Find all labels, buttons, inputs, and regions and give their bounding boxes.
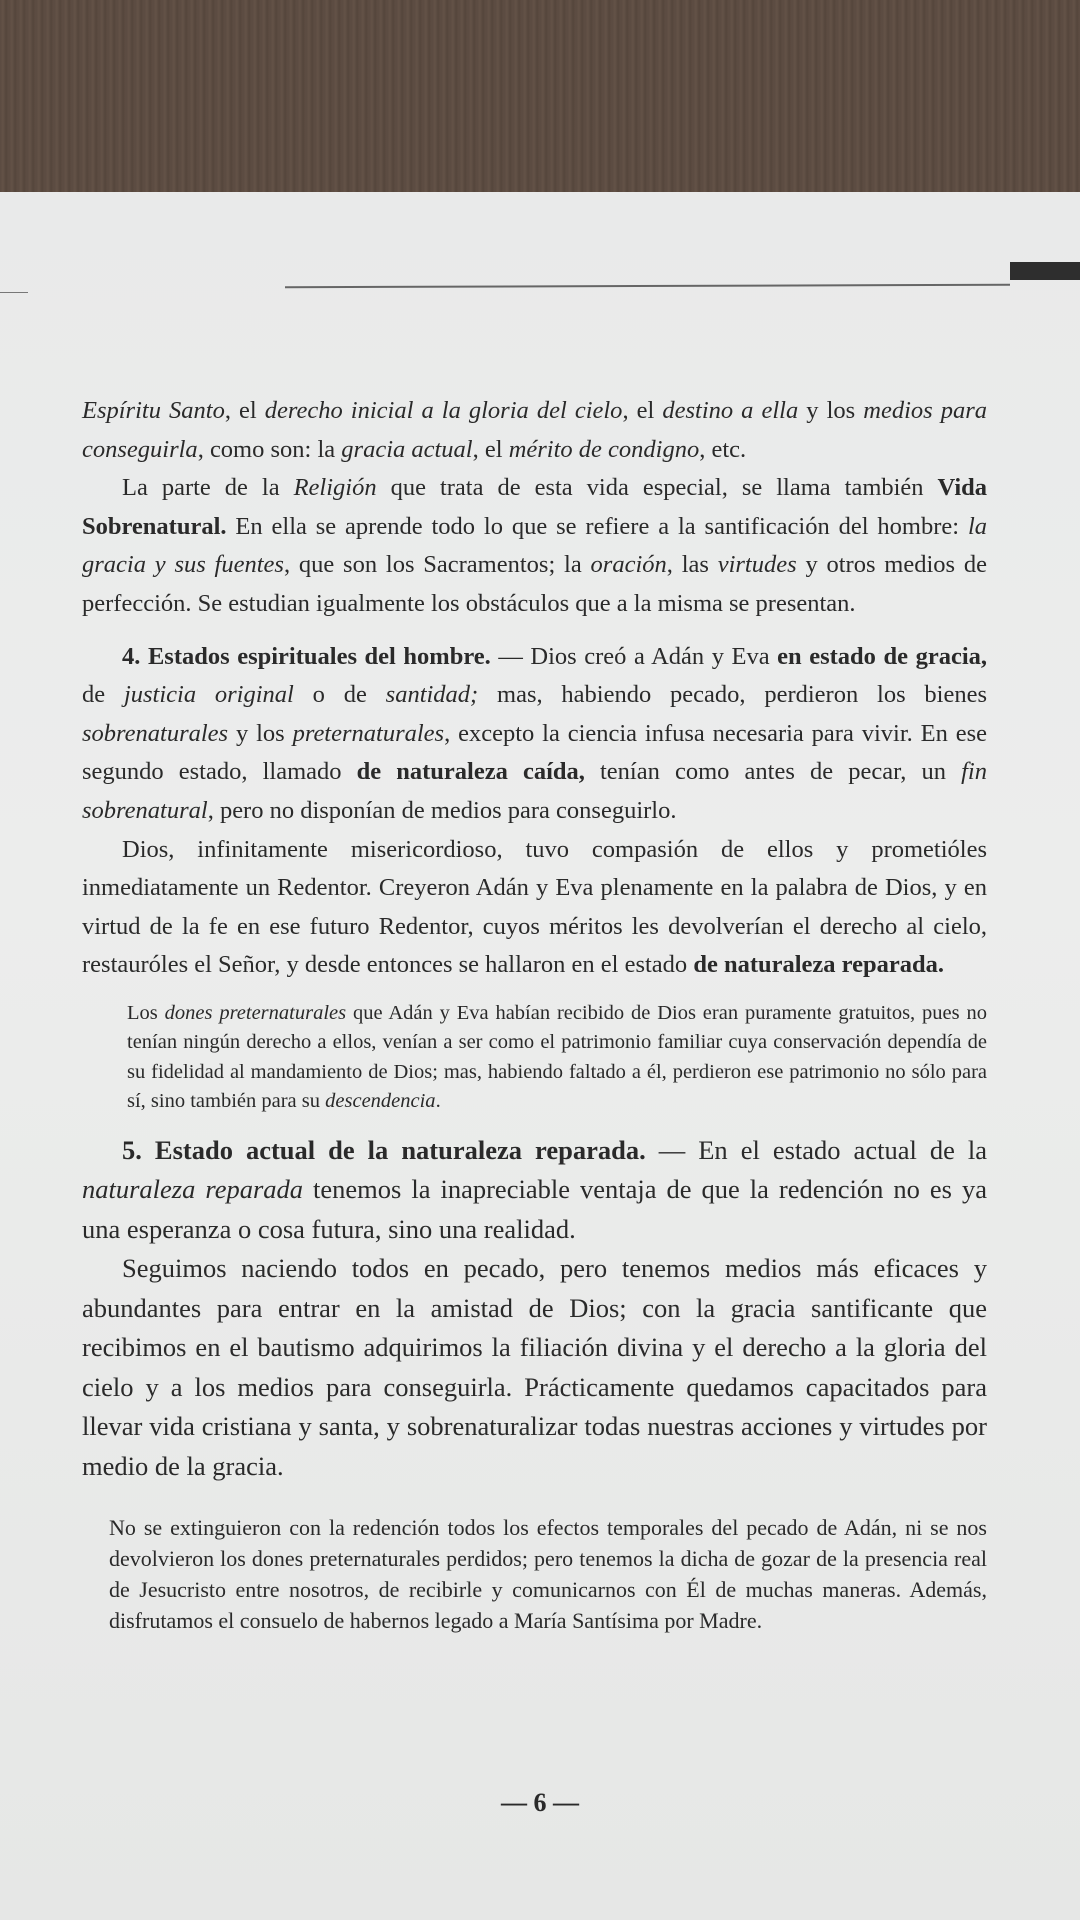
text-run: No se extinguieron con la redención todos los efectos temporales del pecado de Adán, ni se nos devolvieron los dones preternaturales perdidos; pero tenemos la dicha de gozar de la presencia real de Jesucristo entre nosotros, de recibirle y comunicarnos con Él de muchas maneras. Además, disfrutamos el consuelo de habernos legado a María Santísima por Madre. [109, 1515, 987, 1634]
text-run: , el [224, 397, 265, 424]
italic-text-run: Espíritu Santo [82, 397, 225, 424]
text-run: Dios, infinitamente misericordioso, tuvo compasión de ellos y prometióles inmediatamente un Redentor. Creyeron Adán y Eva plenamente en la palabra de Dios, y en virtud de la fe en ese futuro Redentor, cuyos méritos les devolverían el derecho al cielo, restauróles el Señor, y desde entonces se hallaron en el estado [82, 835, 987, 979]
paragraph-vida-sobrenatural [82, 469, 987, 623]
italic-text-run: santidad; [385, 681, 479, 709]
bold-text-run: de naturaleza caída, [356, 758, 585, 786]
bold-text-run: 4. Estados espirituales del hombre. [122, 642, 491, 670]
paragraph-seguimos [82, 1249, 987, 1486]
italic-text-run: mérito de condigno [508, 435, 700, 463]
book-page [0, 192, 1080, 1920]
italic-text-run: preternaturales [292, 719, 445, 747]
text-run: , etc. [699, 435, 747, 463]
italic-text-run: justicia original [123, 681, 294, 709]
text-run: o de [293, 681, 386, 709]
italic-text-run: descendencia [325, 1090, 436, 1113]
text-run: — Dios creó a Adán y Eva [490, 642, 778, 670]
note-redencion [109, 1512, 987, 1636]
text-run: tenemos la inapreciable ventaja de que la redención no es ya una esperanza o cosa futura, sino una realidad. [82, 1174, 987, 1244]
italic-text-run: fin sobrenatural [82, 758, 987, 824]
text-run: , las [666, 551, 718, 579]
body-text [82, 392, 987, 1636]
header-rule-left [0, 292, 28, 293]
italic-text-run: Religión [293, 474, 377, 502]
italic-text-run: dones preternaturales [164, 1001, 347, 1024]
italic-text-run: destino a ella [662, 397, 799, 424]
text-run: La parte de la [122, 474, 294, 502]
paragraph-continued [82, 392, 987, 469]
text-run: , el [622, 397, 663, 424]
text-run: En ella se aprende todo lo que se refiere a la santificación del hombre: [226, 512, 968, 540]
page-number: — 6 — [501, 1788, 579, 1817]
bold-text-run: en estado de gracia, [777, 642, 987, 670]
text-run: Seguimos naciendo todos en pecado, pero tenemos medios más eficaces y abundantes para entrar en la amistad de Dios; con la gracia santificante que recibimos en el bautismo adquirimos la filiación divina y el derecho a la gloria del cielo y a los medios para conseguirla. Prácticamente quedamos capacitados para llevar vida cristiana y santa, y sobrenaturalizar todas nuestras acciones y virtudes por medio de la gracia. [82, 1253, 987, 1481]
text-run: — En el estado actual de la [645, 1134, 987, 1165]
text-run: mas, habiendo pecado, perdieron los bienes [478, 681, 988, 709]
text-run: Los [127, 1001, 165, 1024]
italic-text-run: medios para conseguirla [82, 397, 987, 463]
text-run: , como son: la [197, 435, 342, 463]
text-run: . [435, 1090, 441, 1113]
text-run: y los [228, 719, 293, 747]
text-run: que Adán y Eva habían recibido de Dios eran puramente gratuitos, pues no tenían ningún derecho a ellos, venían a ser como el patrimonio familiar cuya conservación dependía de su fidelidad al mandamiento de Dios; mas, habiendo faltado a él, perdieron ese patrimonio no sólo para sí, sino también para su [127, 1001, 987, 1113]
italic-text-run: naturaleza reparada [82, 1174, 304, 1205]
note-dones-preternaturales [127, 999, 987, 1117]
text-run: que trata de esta vida especial, se llama también [376, 474, 938, 502]
section-5-paragraph [82, 1131, 987, 1250]
text-run: y los [798, 397, 864, 424]
text-run: tenían como antes de pecar, un [584, 758, 962, 786]
italic-text-run: derecho inicial a la gloria del cielo [264, 397, 623, 424]
text-run: , el [472, 435, 509, 463]
bold-text-run: de naturaleza reparada. [693, 951, 944, 979]
text-run: de [82, 681, 124, 709]
text-run: , pero no disponían de medios para conseguirlo. [207, 796, 677, 824]
section-4-paragraph [82, 638, 987, 831]
bold-text-run: Vida Sobrenatural. [82, 474, 988, 540]
text-run: y otros medios de perfección. Se estudian igualmente los obstáculos que a la misma se presentan. [82, 551, 987, 617]
italic-text-run: sobrenaturales [82, 719, 229, 747]
paragraph-redentor [82, 831, 987, 985]
italic-text-run: virtudes [717, 551, 797, 579]
text-run: , excepto la ciencia infusa necesaria para vivir. En ese segundo estado, llamado [82, 719, 988, 786]
table-surface [0, 0, 1080, 200]
page-edge-mark [1010, 262, 1080, 280]
italic-text-run: gracia actual [341, 435, 473, 463]
italic-text-run: la gracia y sus fuentes [82, 512, 987, 579]
text-run: , que son los Sacramentos; la [283, 551, 591, 579]
italic-text-run: oración [590, 551, 667, 579]
header-rule [285, 284, 1010, 289]
bold-text-run: 5. Estado actual de la naturaleza reparada. [122, 1134, 646, 1165]
